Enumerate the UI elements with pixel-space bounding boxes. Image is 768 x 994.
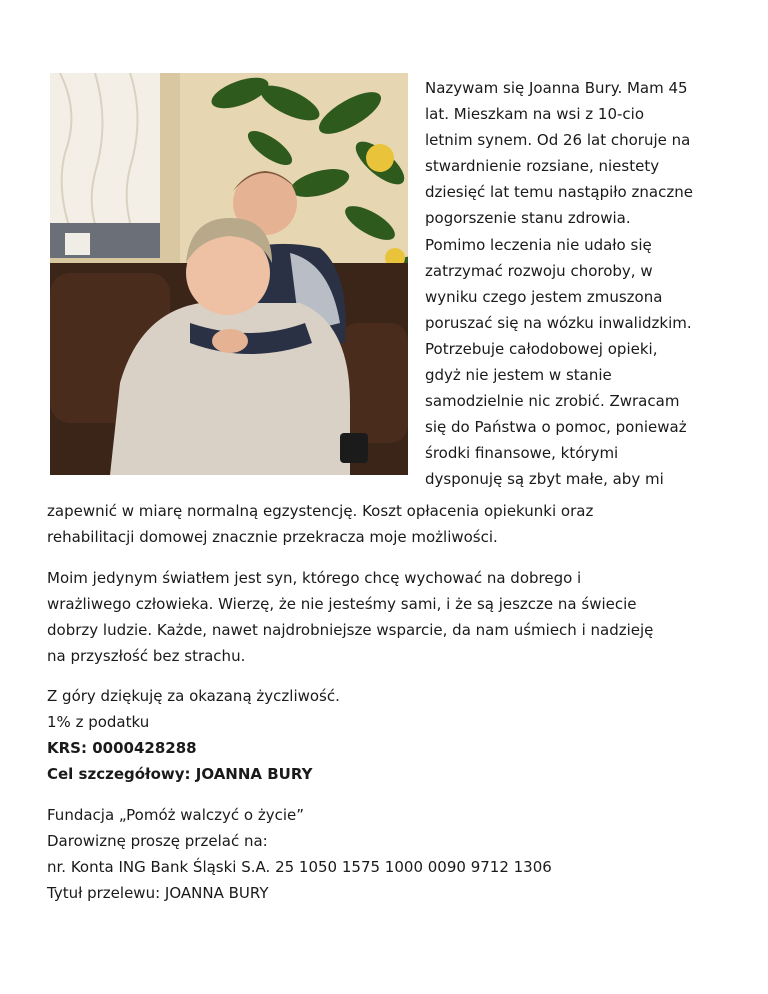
intro-line: stwardnienie rozsiane, niestety xyxy=(425,157,660,176)
paragraph-line: dobrzy ludzie. Każde, nawet najdrobniejsze wsparcie, da nam uśmiech i nadzieję xyxy=(47,621,654,640)
intro-line: dysponuję są zbyt małe, aby mi xyxy=(425,470,664,489)
paragraph-line: wrażliwego człowieka. Wierzę, że nie jesteśmy sami, i że są jeszcze na świecie xyxy=(47,595,637,614)
tax-line: 1% z podatku xyxy=(47,713,150,732)
paragraph-line: Moim jedynym światłem jest syn, którego chcę wychować na dobrego i xyxy=(47,569,582,587)
family-photo-illustration xyxy=(50,73,408,475)
intro-line: poruszać się na wózku inwalidzkim. xyxy=(425,313,692,332)
transfer-title: Tytuł przelewu: JOANNA BURY xyxy=(47,884,269,903)
specific-goal: Cel szczegółowy: JOANNA BURY xyxy=(47,765,313,784)
intro-line: lat. Mieszkam na wsi z 10-cio xyxy=(425,105,645,124)
foundation-name: Fundacja „Pomóż walczyć o życie” xyxy=(47,806,305,824)
intro-line: pogorszenie stanu zdrowia. xyxy=(425,209,631,228)
paragraph-line: na przyszłość bez strachu. xyxy=(47,647,246,666)
paragraph-son xyxy=(47,565,737,669)
intro-line: wyniku czego jestem zmuszona xyxy=(425,287,663,306)
family-photo xyxy=(50,73,408,475)
thanks-line: Z góry dziękuję za okazaną życzliwość. xyxy=(47,687,340,705)
intro-line: Potrzebuje całodobowej opieki, xyxy=(425,339,658,358)
donation-block xyxy=(47,802,737,906)
intro-continuation xyxy=(47,498,737,550)
intro-line: dziesięć lat temu nastąpiło znaczne xyxy=(425,183,693,202)
krs-number: KRS: 0000428288 xyxy=(47,739,197,758)
donation-prompt: Darowiznę proszę przelać na: xyxy=(47,832,268,851)
bank-account: nr. Konta ING Bank Śląski S.A. 25 1050 1575 1000 0090 9712 1306 xyxy=(47,858,552,877)
intro-full-line: rehabilitacji domowej znacznie przekracza moje możliwości. xyxy=(47,528,498,547)
intro-line: gdyż nie jestem w stanie xyxy=(425,366,612,385)
intro-line: letnim synem. Od 26 lat choruje na xyxy=(425,131,691,150)
intro-line: zatrzymać rozwoju choroby, w xyxy=(425,261,653,280)
intro-full-line: zapewnić w miarę normalną egzystencję. Koszt opłacenia opiekunki oraz xyxy=(47,502,594,520)
intro-right-column xyxy=(425,75,745,493)
intro-line: Pomimo leczenia nie udało się xyxy=(425,235,652,254)
tax-block xyxy=(47,683,737,787)
intro-line: się do Państwa o pomoc, ponieważ xyxy=(425,418,687,437)
intro-line: środki finansowe, którymi xyxy=(425,444,619,463)
intro-line: samodzielnie nic zrobić. Zwracam xyxy=(425,392,680,411)
intro-line: Nazywam się Joanna Bury. Mam 45 xyxy=(425,79,688,97)
